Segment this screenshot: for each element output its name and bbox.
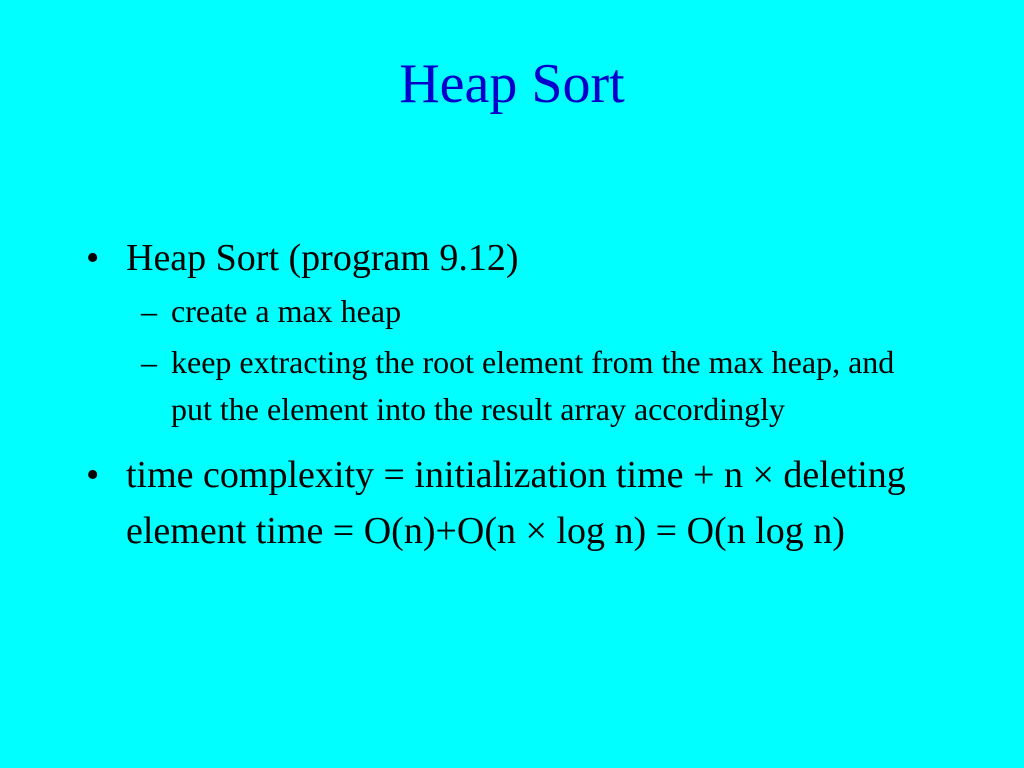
sub-bullet-marker: – bbox=[141, 293, 157, 329]
bullet-marker: • bbox=[86, 454, 100, 496]
bullet-time-complexity bbox=[86, 447, 936, 559]
sub-bullet-marker: – bbox=[141, 344, 157, 380]
sub-bullet-text: keep extracting the root element from the max heap, and put the element into the result array accordingly bbox=[171, 344, 895, 427]
bullet-heap-sort bbox=[86, 230, 936, 286]
sub-bullet-extract-root bbox=[86, 339, 936, 433]
slide-title: Heap Sort bbox=[399, 53, 625, 115]
sub-bullet-list bbox=[86, 288, 936, 433]
bullet-text: time complexity = initialization time + n × deleting element time = O(n)+O(n × log n) = O(n log n) bbox=[126, 454, 906, 552]
sub-bullet-text: create a max heap bbox=[171, 293, 402, 329]
slide-content bbox=[86, 230, 936, 559]
bullet-text: Heap Sort (program 9.12) bbox=[126, 237, 519, 279]
bullet-marker: • bbox=[86, 237, 100, 279]
sub-bullet-create-max-heap bbox=[86, 288, 936, 335]
